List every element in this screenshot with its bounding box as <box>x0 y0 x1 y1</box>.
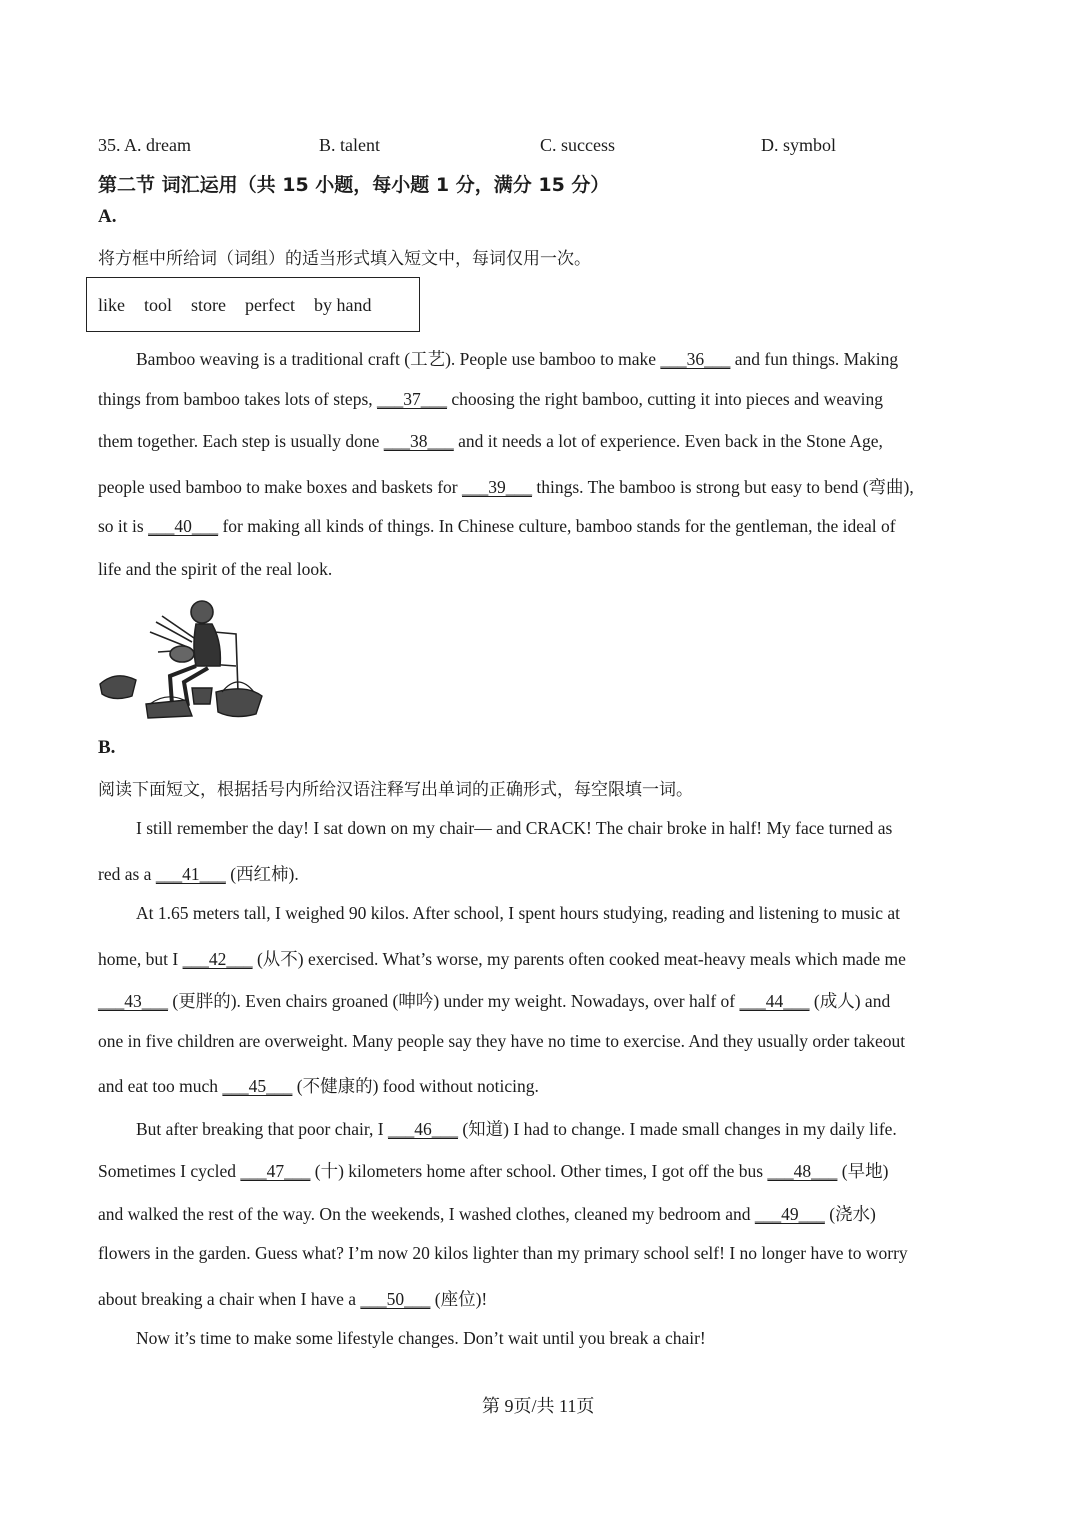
text-segment: But after breaking that poor chair, I <box>136 1119 388 1139</box>
text-segment: (从不) exercised. What’s worse, my parents often cooked meat-heavy meals which made me <box>252 949 906 969</box>
blank-50: ___50___ <box>360 1289 431 1309</box>
blank-42: ___42___ <box>182 949 253 969</box>
text-segment: (更胖的). Even chairs groaned (呻吟) under my weight. Nowadays, over half of <box>168 991 740 1011</box>
passage-b-line <box>98 861 988 886</box>
text-segment: about breaking a chair when I have a <box>98 1289 361 1309</box>
word-box-item: by hand <box>313 295 372 315</box>
word-box <box>86 277 420 332</box>
text-segment: Now it’s time to make some lifestyle changes. Don’t wait until you break a chair! <box>136 1328 706 1348</box>
passage-b-line <box>98 1201 988 1226</box>
passage-b-line <box>98 988 988 1013</box>
q35-option-d: D. symbol <box>761 135 837 155</box>
text-segment: them together. Each step is usually done <box>98 431 384 451</box>
text-segment: At 1.65 meters tall, I weighed 90 kilos. After school, I spent hours studying, reading and listening to music at <box>136 903 901 923</box>
text-segment: Sometimes I cycled <box>98 1161 241 1181</box>
q35-option-c: C. success <box>540 135 615 155</box>
text-segment: red as a <box>98 864 156 884</box>
blank-39: ___39___ <box>462 477 533 497</box>
text-segment: (座位)! <box>430 1289 488 1309</box>
text-segment: Bamboo weaving is a traditional craft (工艺). People use bamboo to make <box>136 349 661 369</box>
part-a-label: A. <box>98 206 117 227</box>
word-box-item: tool <box>144 295 173 315</box>
passage-b-line <box>98 1243 988 1264</box>
text-segment: home, but I <box>98 949 183 969</box>
word-box-item: like <box>98 295 125 315</box>
passage-a-line <box>98 516 988 537</box>
q35-option-a: 35. A. dream <box>98 135 191 155</box>
text-segment: one in five children are overweight. Many people say they have no time to exercise. And they usually order takeout <box>98 1031 906 1051</box>
blank-36: ___36___ <box>660 349 731 369</box>
blank-49: ___49___ <box>754 1204 825 1224</box>
word-box-item: perfect <box>245 295 295 315</box>
part-b-label: B. <box>98 737 116 758</box>
passage-a-line <box>98 559 988 580</box>
blank-41: ___41___ <box>155 864 226 884</box>
blank-44: ___44___ <box>739 991 810 1011</box>
passage-b-line <box>98 1031 988 1052</box>
text-segment: (不健康的) food without noticing. <box>292 1076 539 1096</box>
text-segment: things from bamboo takes lots of steps, <box>98 389 378 409</box>
blank-46: ___46___ <box>387 1119 458 1139</box>
passage-b-line <box>136 1116 1026 1141</box>
passage-b-line <box>136 903 1026 924</box>
text-segment: (知道) I had to change. I made small changes in my daily life. <box>457 1119 897 1139</box>
part-b-instruction: 阅读下面短文，根据括号内所给汉语注释写出单词的正确形式，每空限填一词。 <box>98 780 693 800</box>
blank-43: ___43___ <box>98 991 168 1011</box>
text-segment: and walked the rest of the way. On the weekends, I washed clothes, cleaned my bedroom and <box>98 1204 755 1224</box>
passage-b-line <box>98 1158 988 1183</box>
passage-a-line <box>98 474 988 499</box>
q35-option-b: B. talent <box>319 135 380 155</box>
text-segment: (浇水) <box>824 1204 876 1224</box>
text-segment: things. The bamboo is strong but easy to bend (弯曲), <box>532 477 914 497</box>
text-segment: so it is <box>98 516 149 536</box>
text-segment: and fun things. Making <box>730 349 899 369</box>
text-segment: people used bamboo to make boxes and baskets for <box>98 477 463 497</box>
passage-a-line <box>136 346 1026 371</box>
passage-a-line <box>98 389 988 410</box>
passage-b-line <box>136 1328 1026 1349</box>
blank-38: ___38___ <box>383 431 454 451</box>
blank-45: ___45___ <box>222 1076 293 1096</box>
section-heading: 第二节 词汇运用（共 15 小题，每小题 1 分，满分 15 分） <box>98 174 610 196</box>
text-segment: for making all kinds of things. In Chinese culture, bamboo stands for the gentleman, the ideal of <box>218 516 896 536</box>
bamboo-weaver-illustration <box>96 592 268 720</box>
blank-37: ___37___ <box>377 389 448 409</box>
text-segment: choosing the right bamboo, cutting it into pieces and weaving <box>447 389 883 409</box>
text-segment: (成人) and <box>809 991 891 1011</box>
blank-40: ___40___ <box>148 516 219 536</box>
text-segment: flowers in the garden. Guess what? I’m now 20 kilos lighter than my primary school self! I no longer have to worry <box>98 1243 908 1263</box>
text-segment: (十) kilometers home after school. Other times, I got off the bus <box>310 1161 768 1181</box>
passage-b-line <box>98 1286 988 1311</box>
text-segment: I still remember the day! I sat down on my chair— and CRACK! The chair broke in half! My face turned as <box>136 818 893 838</box>
text-segment: and eat too much <box>98 1076 223 1096</box>
text-segment: life and the spirit of the real look. <box>98 559 333 579</box>
text-segment: and it needs a lot of experience. Even back in the Stone Age, <box>453 431 883 451</box>
passage-b-line <box>98 946 988 971</box>
passage-b-line <box>98 1073 988 1098</box>
passage-b-line <box>136 818 1026 839</box>
word-box-item: store <box>191 295 227 315</box>
blank-48: ___48___ <box>767 1161 838 1181</box>
part-a-instruction: 将方框中所给词（词组）的适当形式填入短文中，每词仅用一次。 <box>98 249 591 269</box>
text-segment: (西红柿). <box>225 864 299 884</box>
text-segment: (早地) <box>837 1161 889 1181</box>
page-number: 第 9页/共 11页 <box>482 1396 595 1416</box>
blank-47: ___47___ <box>240 1161 311 1181</box>
passage-a-line <box>98 431 988 452</box>
